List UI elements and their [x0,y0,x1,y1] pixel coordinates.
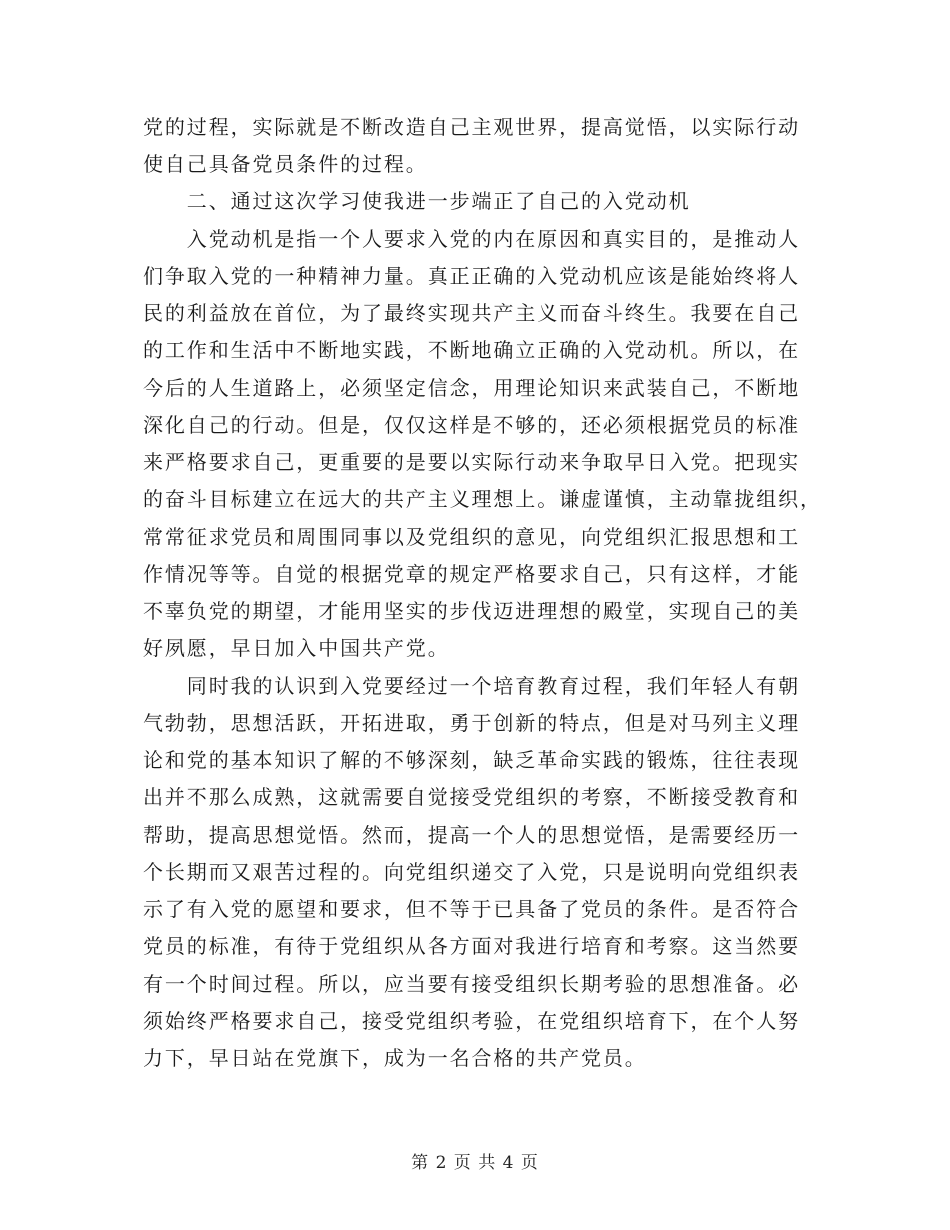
text-line: 来严格要求自己，更重要的是要以实际行动来争取早日入党。把现实 [143,450,800,474]
text-line: 气勃勃，思想活跃，开拓进取，勇于创新的特点，但是对马列主义理 [143,711,800,735]
text-line: 常常征求党员和周围同事以及党组织的意见，向党组织汇报思想和工 [143,525,800,549]
text-line: 深化自己的行动。但是，仅仅这样是不够的，还必须根据党员的标准 [143,413,800,437]
text-line: 使自己具备党员条件的过程。 [143,152,428,176]
text-line: 有一个时间过程。所以，应当要有接受组织长期考验的思想准备。必 [143,972,800,996]
section-heading: 二、通过这次学习使我进一步端正了自己的入党动机 [143,189,691,213]
text-line: 论和党的基本知识了解的不够深刻，缺乏革命实践的锻炼，往往表现 [143,748,800,772]
text-line: 的工作和生活中不断地实践，不断地确立正确的入党动机。所以，在 [143,338,800,362]
text-line: 力下，早日站在党旗下，成为一名合格的共产党员。 [143,1046,647,1070]
text-line: 不辜负党的期望，才能用坚实的步伐迈进理想的殿堂，实现自己的美 [143,599,800,623]
text-line: 党的过程，实际就是不断改造自己主观世界，提高觉悟，以实际行动 [143,115,800,139]
text-line: 党员的标准，有待于党组织从各方面对我进行培育和考察。这当然要 [143,934,800,958]
text-line: 须始终严格要求自己，接受党组织考验，在党组织培育下，在个人努 [143,1009,800,1033]
text-line: 民的利益放在首位，为了最终实现共产主义而奋斗终生。我要在自己 [143,301,800,325]
text-line: 入党动机是指一个人要求入党的内在原因和真实目的，是推动人 [143,227,800,251]
text-line: 个长期而又艰苦过程的。向党组织递交了入党，只是说明向党组织表 [143,860,800,884]
text-line: 帮助，提高思想觉悟。然而，提高一个人的思想觉悟，是需要经历一 [143,823,800,847]
text-line: 示了有入党的愿望和要求，但不等于已具备了党员的条件。是否符合 [143,897,800,921]
text-line: 同时我的认识到入党要经过一个培育教育过程，我们年轻人有朝 [143,674,800,698]
text-line: 们争取入党的一种精神力量。真正正确的入党动机应该是能始终将人 [143,264,800,288]
text-line: 今后的人生道路上，必须坚定信念，用理论知识来武装自己，不断地 [143,376,800,400]
text-line: 作情况等等。自觉的根据党章的规定严格要求自己，只有这样，才能 [143,562,800,586]
page-number-footer: 第 2 页 共 4 页 [411,1153,539,1173]
text-line: 好夙愿，早日加入中国共产党。 [143,636,450,660]
text-line: 出并不那么成熟，这就需要自觉接受党组织的考察，不断接受教育和 [143,785,800,809]
text-line: 的奋斗目标建立在远大的共产主义理想上。谦虚谨慎，主动靠拢组织， [143,487,822,511]
